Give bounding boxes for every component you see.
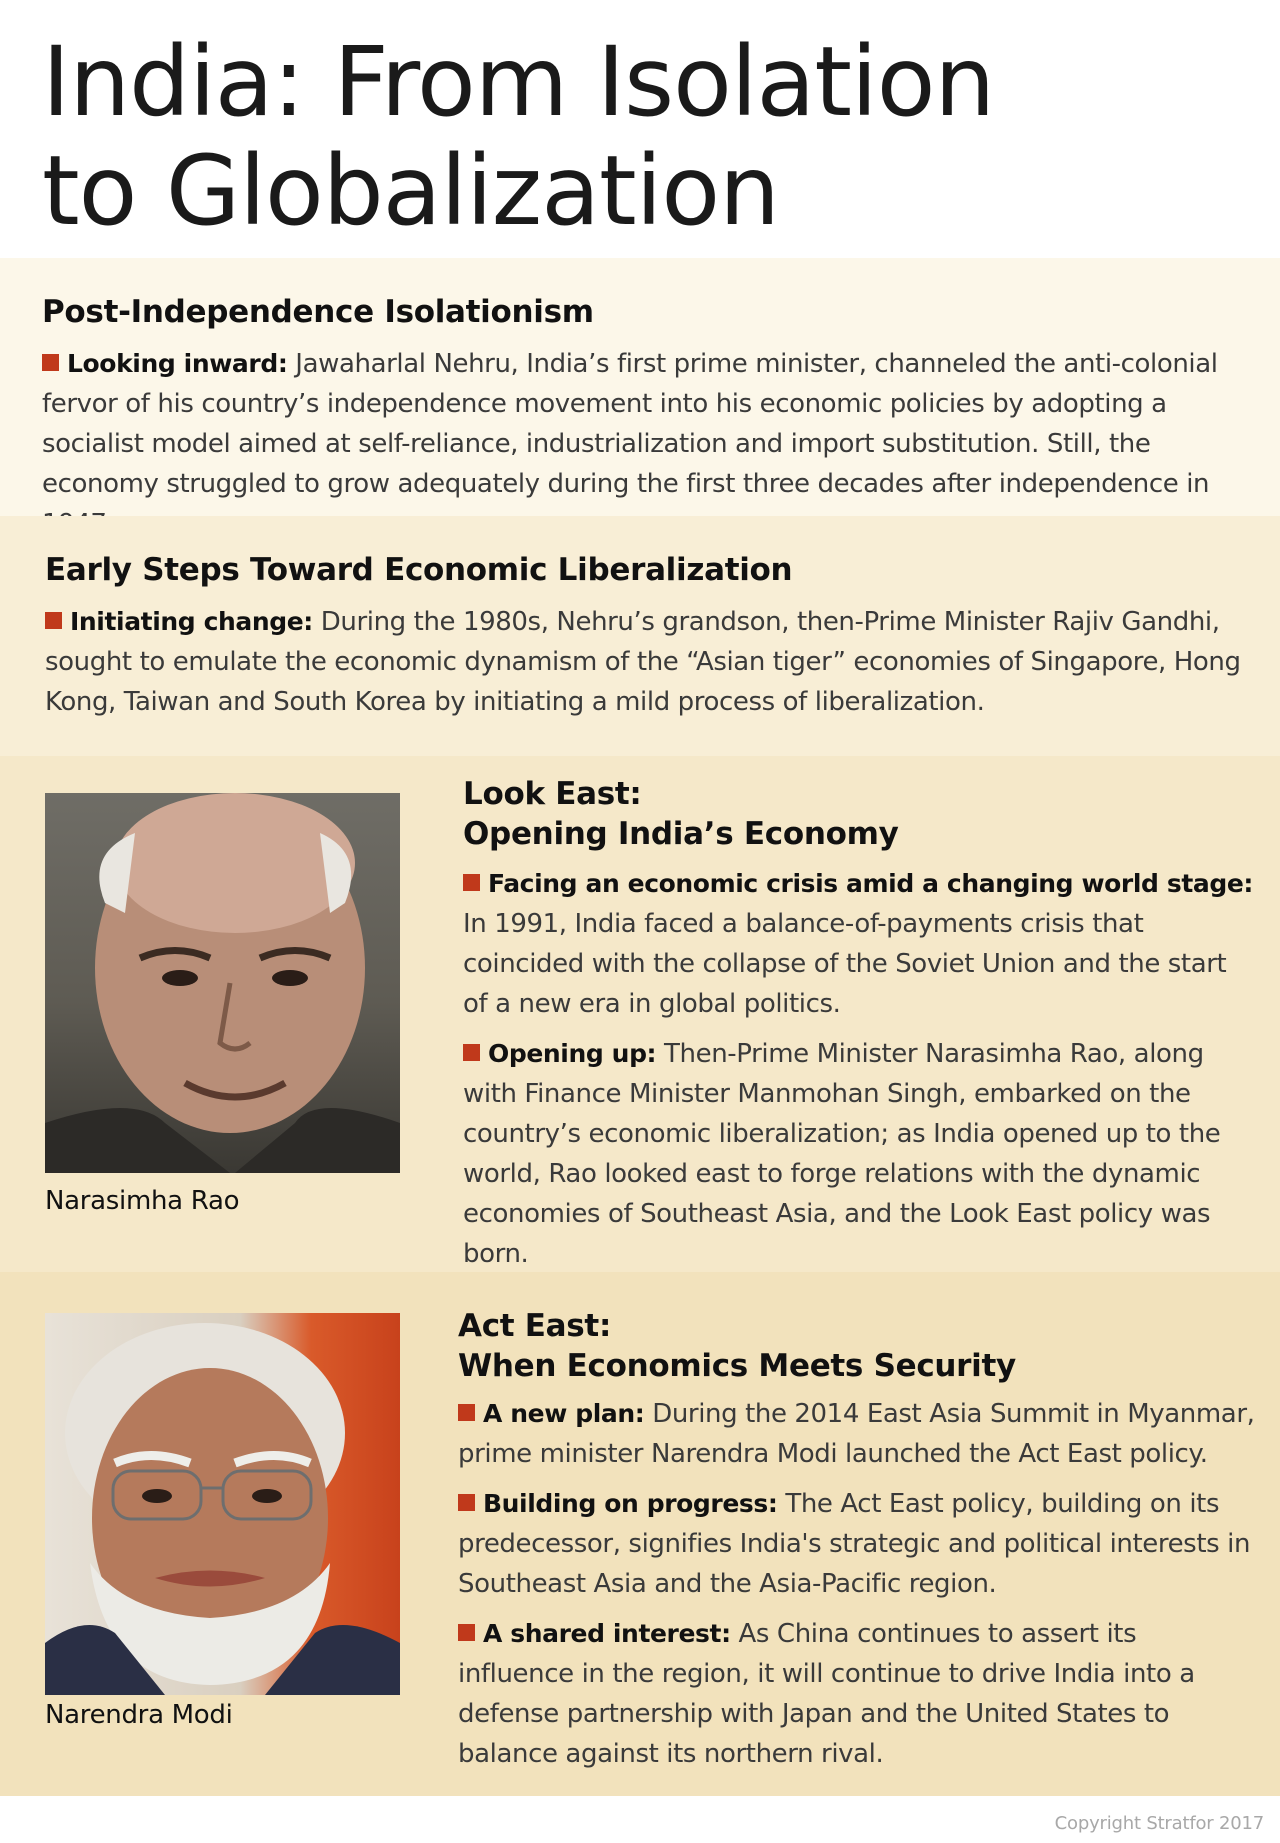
- title-line-2: to Globalization: [42, 135, 779, 247]
- square-bullet-icon: [45, 612, 62, 629]
- photo-caption-narendra-modi: Narendra Modi: [45, 1700, 233, 1730]
- paragraph-lead: Opening up:: [488, 1039, 657, 1068]
- paragraph-opening-up: [463, 1034, 1253, 1274]
- copyright-notice: Copyright Stratfor 2017: [1054, 1813, 1264, 1834]
- paragraph-lead: A new plan:: [483, 1399, 645, 1428]
- title-line-1: India: From Isolation: [42, 26, 995, 138]
- narendra-modi-photo: [45, 1313, 400, 1695]
- section-early-steps: [0, 516, 1280, 756]
- heading-line-2: When Economics Meets Security: [458, 1348, 1016, 1384]
- portrait-illustration-icon: [45, 1313, 400, 1695]
- paragraph-text: Jawaharlal Nehru, India’s first prime minister, channeled the anti-colonial fervor of his country’s independence movement into his economic policies by adopting a socialist model aimed at self-reliance, industrialization and import substitution. Still, the economy struggled to grow adequately during the first three decades after independence in: [42, 349, 1218, 499]
- paragraph-text: In 1991, India faced a balance-of-payments crisis that coincided with the collapse of the Soviet Union and the start of a new era in global politics.: [463, 909, 1227, 1019]
- heading-line-2: Opening India’s Economy: [463, 816, 899, 852]
- square-bullet-icon: [458, 1494, 475, 1511]
- paragraph-economic-crisis: [463, 864, 1253, 1024]
- paragraph-text: During the 2014 East Asia Summit in Myanmar, prime minister Narendra Modi launched the Act East policy.: [458, 1399, 1255, 1469]
- square-bullet-icon: [458, 1624, 475, 1641]
- section-heading-act-east: [458, 1306, 1238, 1386]
- portrait-illustration-icon: [45, 793, 400, 1173]
- paragraph-shared-interest: [458, 1614, 1258, 1774]
- paragraph-text: As China continues to assert its influence in the region, it will continue to drive India into a defense partnership with Japan and the United States to balance against its northern rival.: [458, 1619, 1195, 1769]
- square-bullet-icon: [463, 1044, 480, 1061]
- paragraph-text: During the 1980s, Nehru’s grandson, then-Prime Minister Rajiv Gandhi, sought to emulate the economic dynamism of the “Asian tiger” economies of Singapore, Hong Kong, Taiwan and South Korea by initiating a mild process of liberalization.: [45, 607, 1241, 717]
- paragraph-lead: Facing an economic crisis amid a changing world stage:: [488, 869, 1253, 898]
- section-look-east: [0, 756, 1280, 1272]
- paragraph-lead: Initiating change:: [70, 607, 313, 636]
- paragraph-lead: Looking inward:: [67, 349, 288, 378]
- section-heading-early-steps: Early Steps Toward Economic Liberalization: [45, 552, 793, 588]
- paragraph-looking-inward: [42, 344, 1252, 544]
- paragraph-building-on-progress: [458, 1484, 1258, 1604]
- paragraph-lead: Building on progress:: [483, 1489, 778, 1518]
- photo-caption-narasimha-rao: Narasimha Rao: [45, 1186, 240, 1216]
- narasimha-rao-photo: [45, 793, 400, 1173]
- paragraph-lead: A shared interest:: [483, 1619, 731, 1648]
- heading-line-1: Act East:: [458, 1308, 612, 1344]
- square-bullet-icon: [463, 874, 480, 891]
- paragraph-new-plan: [458, 1394, 1258, 1474]
- section-heading-look-east: [463, 774, 1243, 854]
- section-heading-isolationism: Post-Independence Isolationism: [42, 294, 594, 330]
- page-title: [42, 28, 1142, 246]
- paragraph-text: Then-Prime Minister Narasimha Rao, along with Finance Minister Manmohan Singh, embarked on the country’s economic liberalization; as India opened up to the world, Rao looked east to forge relations with the dynamic economies of Southeast Asia, and the Look East policy was born.: [463, 1039, 1221, 1269]
- paragraph-initiating-change: [45, 602, 1250, 722]
- paragraph-text: The Act East policy, building on its predecessor, signifies India's strategic and political interests in Southeast Asia and the Asia-Pacific region.: [458, 1489, 1251, 1599]
- section-act-east: [0, 1272, 1280, 1796]
- heading-line-1: Look East:: [463, 776, 642, 812]
- square-bullet-icon: [42, 354, 59, 371]
- square-bullet-icon: [458, 1404, 475, 1421]
- section-isolationism: [0, 258, 1280, 516]
